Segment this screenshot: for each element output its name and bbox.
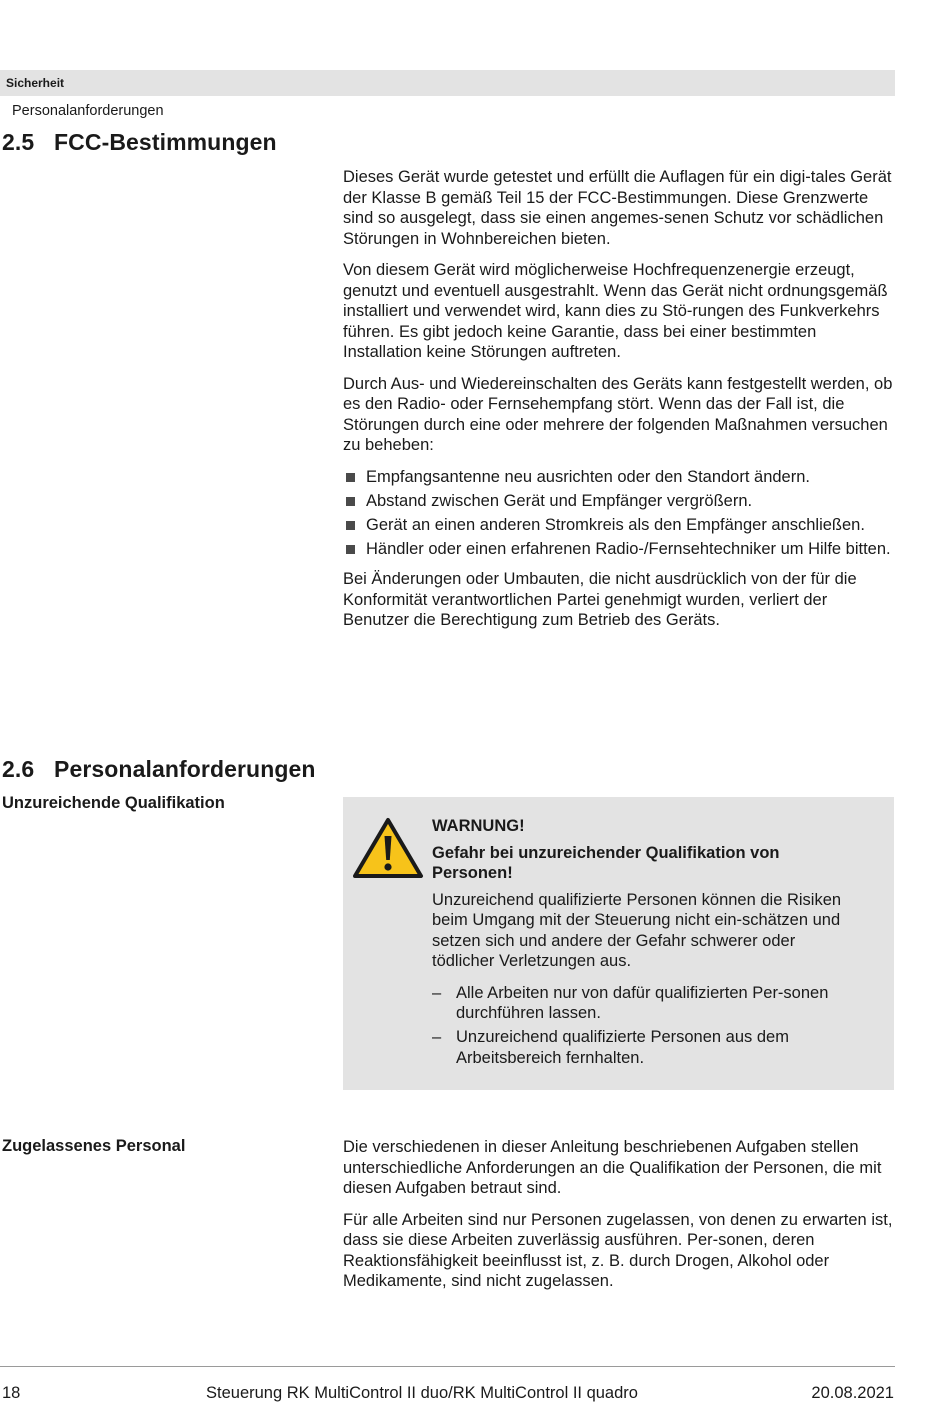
header-section-title: Sicherheit bbox=[6, 76, 65, 90]
warning-actions-list bbox=[432, 983, 852, 1069]
list-item-text: Unzureichend qualifizierte Personen aus dem Arbeitsbereich fernhalten. bbox=[456, 1028, 789, 1067]
list-item bbox=[343, 467, 893, 488]
fcc-measures-list bbox=[343, 467, 893, 560]
footer-divider bbox=[0, 1366, 895, 1367]
warning-signal-word: WARNUNG! bbox=[432, 817, 525, 835]
fcc-body bbox=[343, 167, 893, 642]
footer-date: 20.08.2021 bbox=[811, 1384, 894, 1402]
heading-personnel bbox=[2, 756, 316, 783]
warning-content bbox=[432, 816, 852, 1072]
fcc-closing-paragraph: Bei Änderungen oder Umbauten, die nicht ausdrücklich von der für die Konformität verantwortlichen Partei genehmigt wurden, verliert der Benutzer die Berechtigung zum Betrieb des Geräts. bbox=[343, 570, 857, 629]
approved-paragraph: Für alle Arbeiten sind nur Personen zugelassen, von denen zu erwarten ist, dass sie diese Arbeiten zuverlässig ausführen. Per-sonen, deren Reaktionsfähigkeit beeinflusst ist, z. B. durch Drogen, Alkohol oder Medikamente, sind nicht zugelassen. bbox=[343, 1210, 893, 1290]
list-item-text: Gerät an einen anderen Stromkreis als den Empfänger anschließen. bbox=[366, 515, 865, 534]
list-item bbox=[432, 1027, 852, 1068]
heading-fcc bbox=[2, 129, 277, 156]
header-subsection-title: Personalanforderungen bbox=[12, 103, 164, 119]
square-bullet-icon bbox=[346, 521, 355, 530]
heading-fcc-number: 2.5 bbox=[2, 129, 35, 155]
list-item bbox=[343, 491, 893, 512]
list-item-text: Händler oder einen erfahrenen Radio-/Fernsehtechniker um Hilfe bitten. bbox=[366, 539, 891, 558]
warning-triangle-icon bbox=[352, 816, 424, 880]
dash-bullet: – bbox=[432, 1028, 442, 1046]
approved-paragraph: Die verschiedenen in dieser Anleitung beschriebenen Aufgaben stellen unterschiedliche Anforderungen an die Qualifikation der Personen, die mit diesen Aufgaben betraut sind. bbox=[343, 1138, 882, 1197]
warning-text: Unzureichend qualifizierte Personen können die Risiken beim Umgang mit der Steuerung nicht ein-schätzen und setzen sich und andere der Gefahr schwerer oder tödlicher Verletzungen aus. bbox=[432, 890, 842, 970]
square-bullet-icon bbox=[346, 545, 355, 554]
fcc-paragraph: Von diesem Gerät wird möglicherweise Hochfrequenzenergie erzeugt, genutzt und eventuell ausgestrahlt. Wenn das Gerät nicht ordnungsgemäß installiert und verwendet wird, kann dies zu Stö-rungen des Funkverkehrs führen. Es gibt jedoch keine Garantie, dass bei einer bestimmten Installation keine Störungen auftreten. bbox=[343, 261, 888, 361]
fcc-paragraph: Dieses Gerät wurde getestet und erfüllt die Auflagen für ein digi-tales Gerät der Klasse B gemäß Teil 15 der FCC-Bestimmungen. Diese Grenzwerte sind so ausgelegt, dass sie einen angemes-senen Schutz vor schädlichen Störungen in Wohnbereichen bieten. bbox=[343, 168, 892, 248]
approved-personnel-body bbox=[343, 1137, 893, 1303]
warning-heading: Gefahr bei unzureichender Qualifikation von Personen! bbox=[432, 843, 780, 882]
square-bullet-icon bbox=[346, 473, 355, 482]
list-item-text: Abstand zwischen Gerät und Empfänger vergrößern. bbox=[366, 491, 753, 510]
dash-bullet: – bbox=[432, 983, 442, 1002]
approved-personnel-label: Zugelassenes Personal bbox=[2, 1137, 186, 1155]
list-item bbox=[432, 983, 852, 1024]
heading-personnel-title: Personalanforderungen bbox=[54, 756, 316, 782]
insufficient-qualification-label: Unzureichende Qualifikation bbox=[2, 794, 225, 812]
list-item-text: Alle Arbeiten nur von dafür qualifizierten Per-sonen durchführen lassen. bbox=[456, 983, 829, 1022]
heading-personnel-number: 2.6 bbox=[2, 756, 35, 782]
warning-box bbox=[343, 797, 894, 1090]
list-item-text: Empfangsantenne neu ausrichten oder den Standort ändern. bbox=[366, 467, 810, 486]
list-item bbox=[343, 515, 893, 536]
footer-page-number: 18 bbox=[2, 1384, 21, 1402]
list-item bbox=[343, 539, 893, 560]
heading-fcc-title: FCC-Bestimmungen bbox=[54, 129, 277, 155]
running-header-bar bbox=[0, 70, 895, 96]
fcc-paragraph: Durch Aus- und Wiedereinschalten des Geräts kann festgestellt werden, ob es den Radio- oder Fernsehempfang stört. Wenn das der Fall ist, die Störungen durch eine oder mehrere der folgenden Maßnahmen versuchen zu beheben: bbox=[343, 374, 893, 454]
square-bullet-icon bbox=[346, 497, 355, 506]
footer-document-title: Steuerung RK MultiControl II duo/RK MultiControl II quadro bbox=[206, 1384, 638, 1402]
